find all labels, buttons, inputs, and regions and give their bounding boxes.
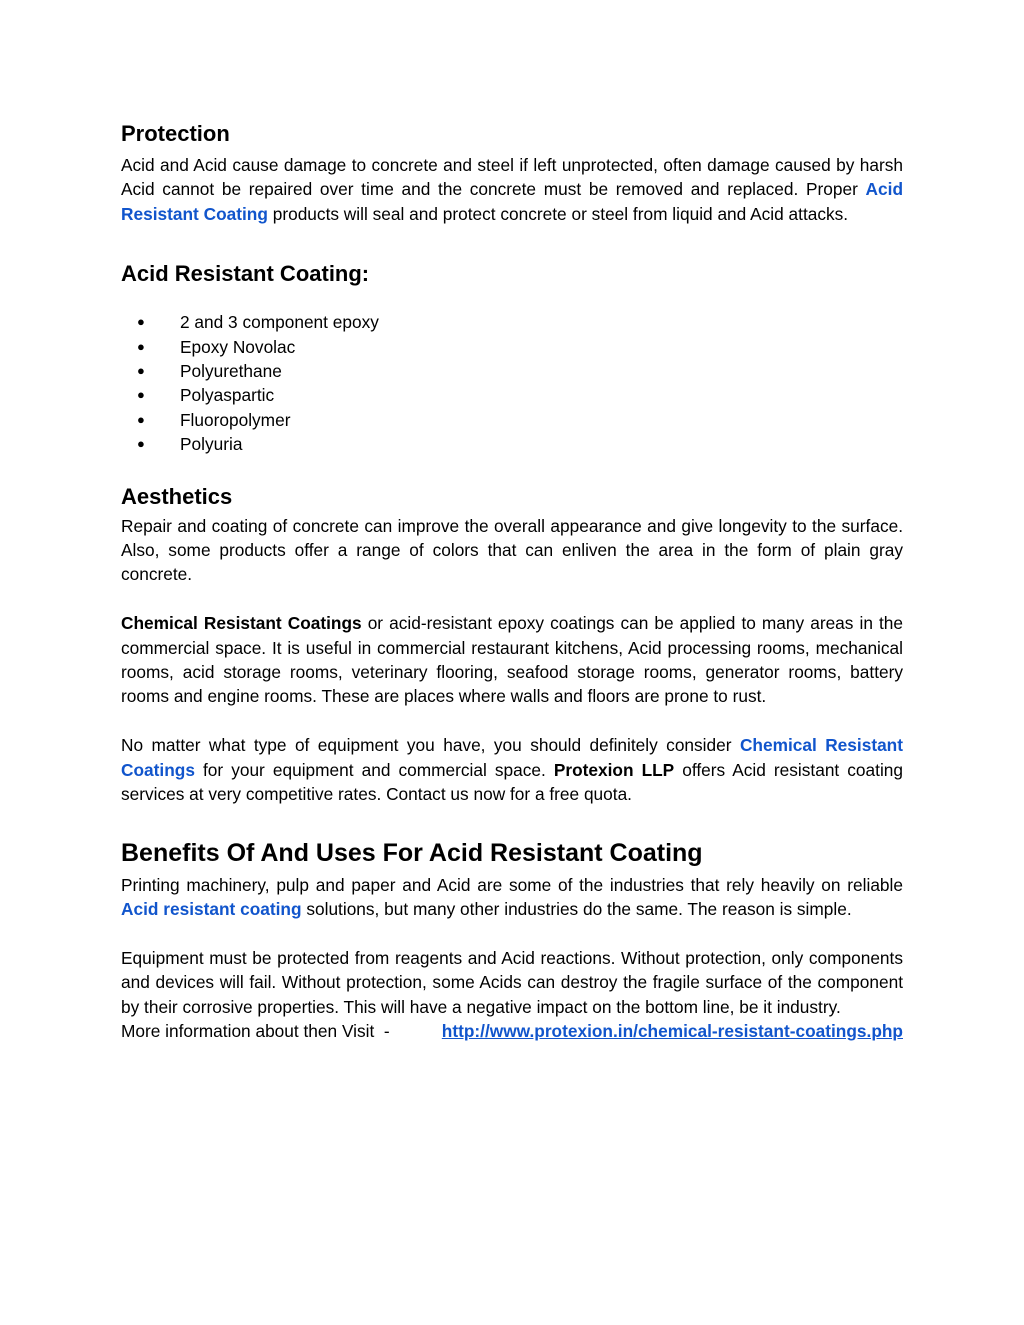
list-item (121, 359, 903, 383)
list-item (121, 383, 903, 407)
aesthetics-heading: Aesthetics (121, 483, 233, 509)
more-info-line (121, 1019, 903, 1043)
bullet-icon: ● (137, 363, 145, 379)
protexion-bold: Protexion LLP (553, 759, 675, 780)
acid-resistant-coating-link-2[interactable]: Acid resistant coating (121, 898, 302, 919)
list-item-label: Polyaspartic (180, 385, 275, 406)
aesthetics-paragraph: Repair and coating of concrete can improve the overall appearance and give longevity to the surface. Also, some products offer a range of colors that can enliven the area in the form of plain gray concrete. (121, 515, 903, 585)
chemical-coatings-bold: Chemical Resistant Coatings (121, 613, 362, 634)
chemical-coatings-paragraph (121, 611, 903, 709)
equipment-text-2: for your equipment and commercial space. (194, 759, 554, 780)
benefits-text-2: solutions, but many other industries do the same. The reason is simple. (301, 898, 852, 919)
coating-heading: Acid Resistant Coating: (121, 261, 370, 287)
list-item (121, 432, 903, 456)
equipment-paragraph (121, 733, 903, 806)
acid-resistant-coating-link[interactable]: Acid Resistant Coating (121, 179, 903, 224)
list-item (121, 310, 903, 334)
benefits-heading: Benefits Of And Uses For Acid Resistant Coating (121, 838, 703, 867)
bullet-icon: ● (137, 436, 145, 452)
bullet-icon: ● (137, 338, 145, 354)
bullet-icon: ● (137, 411, 145, 427)
protection-heading: Protection (121, 121, 230, 146)
chemical-coatings-text: or acid-resistant epoxy coatings can be applied to many areas in the commercial space. It is useful in commercial restaurant kitchens, Acid processing rooms, mechanical rooms, acid storage rooms, veterinary flooring, seafood storage rooms, generator rooms, battery rooms and engine rooms. These are places where walls and floors are prone to rust. (121, 613, 903, 707)
list-item-label: 2 and 3 component epoxy (180, 312, 379, 333)
equipment-text-3: offers Acid resistant coating services at very competitive rates. Contact us now for a free quota. (121, 759, 904, 805)
document-content (121, 117, 903, 1043)
list-item (121, 408, 903, 432)
list-item-label: Polyuria (180, 434, 243, 455)
protexion-url-link[interactable]: http://www.protexion.in/chemical-resistant-coatings.php (441, 1020, 903, 1041)
protection-text-2: products will seal and protect concrete or steel from liquid and Acid attacks. (267, 203, 849, 224)
equipment-protection-paragraph: Equipment must be protected from reagents and Acid reactions. Without protection, only components and devices will fail. Without protection, some Acids can destroy the fragile surface of the component by their corrosive properties. This will have a negative impact on the bottom line, be it industry. (121, 947, 903, 1017)
more-info-label: More information about then Visit - (121, 1020, 400, 1041)
protection-text-1: Acid and Acid cause damage to concrete and steel if left unprotected, often damage caused by harsh Acid cannot be repaired over time and the concrete must be removed and replaced. Proper (121, 155, 903, 200)
list-item (121, 335, 903, 359)
list-item-label: Polyurethane (180, 361, 282, 382)
benefits-paragraph (121, 873, 903, 922)
benefits-text-1: Printing machinery, pulp and paper and Acid are some of the industries that rely heavily on reliable (121, 874, 903, 895)
protection-paragraph (121, 153, 903, 226)
list-item-label: Epoxy Novolac (180, 336, 296, 357)
bullet-icon: ● (137, 314, 145, 330)
bullet-icon: ● (137, 387, 145, 403)
chemical-resistant-coatings-link[interactable]: Chemical Resistant Coatings (121, 735, 903, 780)
equipment-text-1: No matter what type of equipment you have, you should definitely consider (121, 735, 740, 756)
coating-list (121, 310, 903, 456)
list-item-label: Fluoropolymer (180, 409, 291, 430)
